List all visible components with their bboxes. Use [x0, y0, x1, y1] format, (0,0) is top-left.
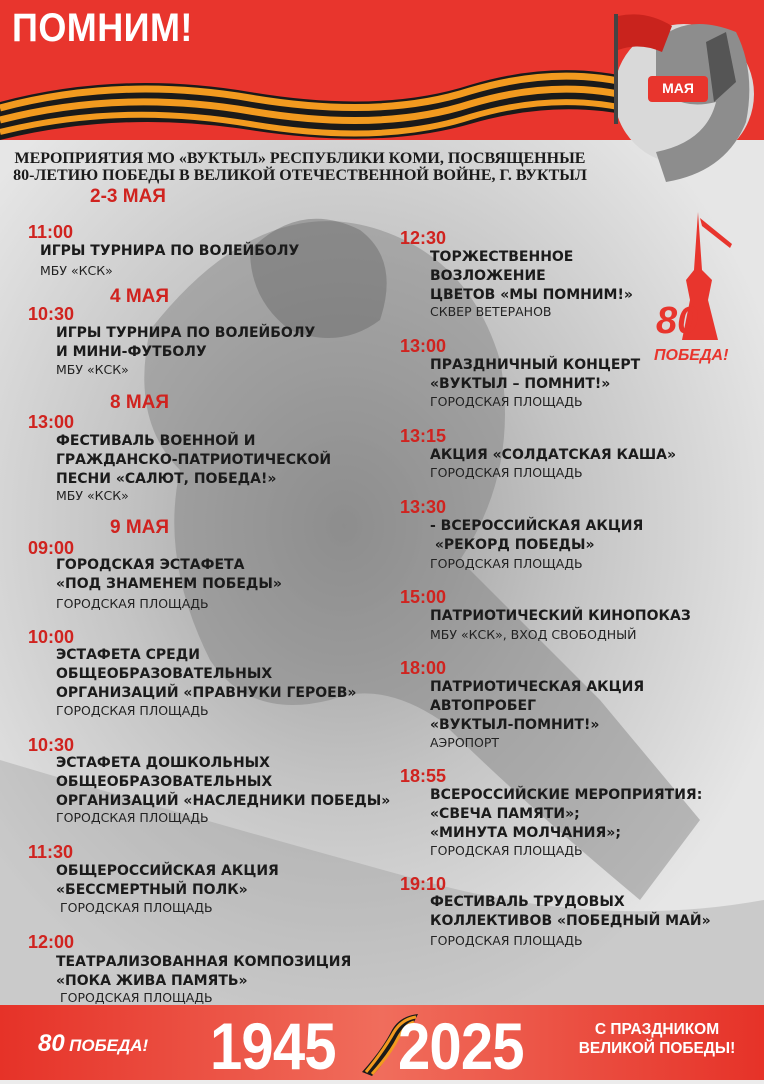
event-time: 09:00: [28, 538, 75, 558]
event-place: ГОРОДСКАЯ ПЛОЩАДЬ: [56, 703, 209, 718]
header-text: [0, 150, 600, 184]
event-place: АЭРОПОРТ: [430, 735, 500, 750]
event-time: 13:00: [400, 336, 447, 356]
event-place: ГОРОДСКАЯ ПЛОЩАДЬ: [430, 843, 583, 858]
victory-80-logo: [652, 210, 744, 370]
event-place: МБУ «КСК»: [56, 488, 129, 503]
event-time: 18:00: [400, 658, 447, 678]
event-time: 13:15: [400, 426, 447, 446]
year-end: 2025: [398, 1009, 524, 1083]
logo-pobeda-word: ПОБЕДА!: [654, 347, 729, 364]
may-badge-label: МАЯ: [662, 80, 694, 96]
event-title: ПАТРИОТИЧЕСКИЙ КИНОПОКАЗ: [430, 608, 691, 624]
event-title: ПАТРИОТИЧЕСКАЯ АКЦИЯ АВТОПРОБЕГ «ВУКТЫЛ-ПОМНИТ!»: [430, 679, 645, 733]
event-title: ИГРЫ ТУРНИРА ПО ВОЛЕЙБОЛУ: [40, 243, 300, 259]
footer-80-word: ПОБЕДА!: [69, 1036, 149, 1055]
page-title: ПОМНИМ!: [12, 6, 193, 50]
event-place: ГОРОДСКАЯ ПЛОЩАДЬ: [60, 990, 213, 1005]
event-place: ГОРОДСКАЯ ПЛОЩАДЬ: [430, 465, 583, 480]
event-time: 12:00: [28, 932, 75, 952]
event-time: 13:00: [28, 412, 75, 432]
event-title: ИГРЫ ТУРНИРА ПО ВОЛЕЙБОЛУ И МИНИ-ФУТБОЛУ: [56, 325, 316, 360]
footer-80-number: 80: [38, 1030, 65, 1057]
day-heading: 2-3 МАЯ: [90, 186, 166, 207]
footer-greeting: [572, 1020, 742, 1058]
event-title: ЭСТАФЕТА СРЕДИ ОБЩЕОБРАЗОВАТЕЛЬНЫХ ОРГАНИЗАЦИЙ «ПРАВНУКИ ГЕРОЕВ»: [56, 647, 357, 701]
event-title: ОБЩЕРОССИЙСКАЯ АКЦИЯ «БЕССМЕРТНЫЙ ПОЛК»: [56, 863, 279, 898]
event-title: АКЦИЯ «СОЛДАТСКАЯ КАША»: [430, 447, 676, 463]
event-time: 18:55: [400, 766, 447, 786]
event-title: ВСЕРОССИЙСКИЕ МЕРОПРИЯТИЯ: «СВЕЧА ПАМЯТИ»; «МИНУТА МОЛЧАНИЯ»;: [430, 787, 703, 841]
event-place: ГОРОДСКАЯ ПЛОЩАДЬ: [56, 810, 209, 825]
event-title: - ВСЕРОССИЙСКАЯ АКЦИЯ «РЕКОРД ПОБЕДЫ»: [430, 518, 644, 553]
header-line-2: 80-ЛЕТИЮ ПОБЕДЫ В ВЕЛИКОЙ ОТЕЧЕСТВЕННОЙ ВОЙНЕ, Г. ВУКТЫЛ: [13, 167, 587, 184]
day-heading: 4 МАЯ: [110, 286, 170, 307]
event-title: ГОРОДСКАЯ ЭСТАФЕТА «ПОД ЗНАМЕНЕМ ПОБЕДЫ»: [56, 557, 282, 592]
day-heading: 9 МАЯ: [110, 517, 170, 538]
event-place: ГОРОДСКАЯ ПЛОЩАДЬ: [430, 933, 583, 948]
event-title: ПРАЗДНИЧНЫЙ КОНЦЕРТ «ВУКТЫЛ – ПОМНИТ!»: [430, 357, 641, 392]
event-title: ТОРЖЕСТВЕННОЕ ВОЗЛОЖЕНИЕ ЦВЕТОВ «МЫ ПОМНИМ!»: [430, 249, 633, 303]
event-time: 11:00: [28, 222, 74, 242]
event-time: 10:00: [28, 627, 75, 647]
event-time: 10:30: [28, 304, 75, 324]
event-time: 15:00: [400, 587, 447, 607]
event-title: ЭСТАФЕТА ДОШКОЛЬНЫХ ОБЩЕОБРАЗОВАТЕЛЬНЫХ ОРГАНИЗАЦИЙ «НАСЛЕДНИКИ ПОБЕДЫ»: [56, 755, 391, 809]
header-line-1: МЕРОПРИЯТИЯ МО «ВУКТЫЛ» РЕСПУБЛИКИ КОМИ, ПОСВЯЩЕННЫЕ: [14, 150, 586, 167]
event-title: ФЕСТИВАЛЬ ВОЕННОЙ И ГРАЖДАНСКО-ПАТРИОТИЧЕСКОЙ ПЕСНИ «САЛЮТ, ПОБЕДА!»: [56, 433, 332, 487]
event-place: ГОРОДСКАЯ ПЛОЩАДЬ: [60, 900, 213, 915]
event-time: 11:30: [28, 842, 74, 862]
event-place: МБУ «КСК»: [56, 362, 129, 377]
event-time: 10:30: [28, 735, 75, 755]
event-time: 12:30: [400, 228, 447, 248]
event-title: ТЕАТРАЛИЗОВАННАЯ КОМПОЗИЦИЯ «ПОКА ЖИВА ПАМЯТЬ»: [56, 954, 352, 989]
st-george-ribbon: [0, 40, 640, 150]
event-place: ГОРОДСКАЯ ПЛОЩАДЬ: [430, 556, 583, 571]
event-time: 19:10: [400, 874, 447, 894]
logo-80-number: 80: [656, 300, 699, 342]
year-start: 1945: [210, 1009, 336, 1083]
event-place: СКВЕР ВЕТЕРАНОВ: [430, 304, 552, 319]
greeting-text: С ПРАЗДНИКОМ ВЕЛИКОЙ ПОБЕДЫ!: [578, 1021, 736, 1057]
day-heading: 8 МАЯ: [110, 392, 170, 413]
event-place: МБУ «КСК»: [40, 263, 113, 278]
event-title: ФЕСТИВАЛЬ ТРУДОВЫХ КОЛЛЕКТИВОВ «ПОБЕДНЫЙ МАЙ»: [430, 894, 711, 929]
event-place: МБУ «КСК», ВХОД СВОБОДНЫЙ: [430, 627, 637, 642]
event-place: ГОРОДСКАЯ ПЛОЩАДЬ: [56, 596, 209, 611]
may-9-badge: [596, 2, 762, 192]
event-place: ГОРОДСКАЯ ПЛОЩАДЬ: [430, 394, 583, 409]
footer-80-logo: [38, 1030, 148, 1058]
event-time: 13:30: [400, 497, 447, 517]
